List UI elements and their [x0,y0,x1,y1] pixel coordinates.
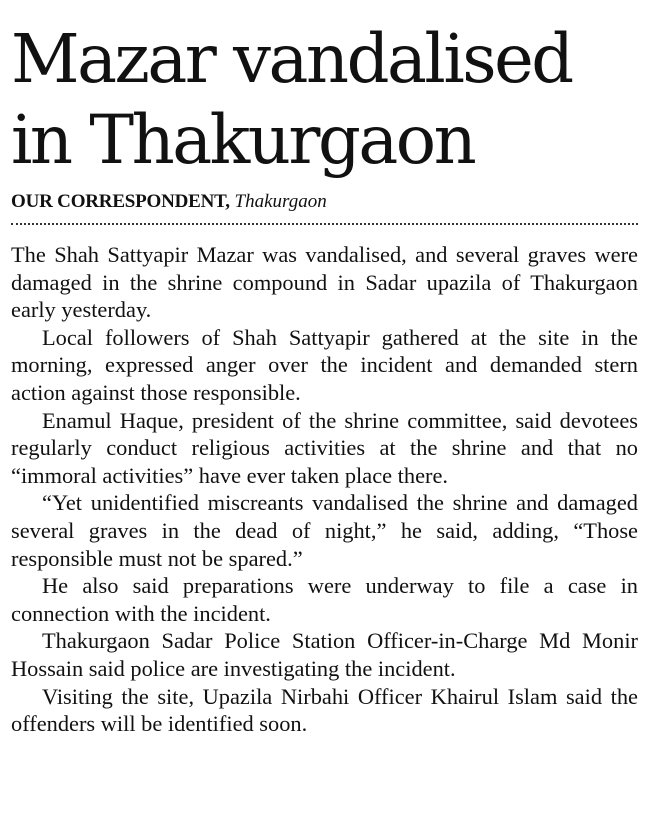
article-body [11,241,638,738]
headline-line-1: Mazar vandalised [11,20,572,98]
byline-location: Thakurgaon [234,191,327,212]
paragraph-1: The Shah Sattyapir Mazar was vandalised, and several graves were damaged in the shrine compound in Sadar upazila of Thakurgaon early yesterday. [11,242,638,323]
paragraph-7: Visiting the site, Upazila Nirbahi Officer Khairul Islam said the offenders will be identified soon. [11,683,638,737]
paragraph-2: Local followers of Shah Sattyapir gathered at the site in the morning, expressed anger over the incident and demanded stern action against those responsible. [11,324,638,405]
paragraph-5: He also said preparations were underway to file a case in connection with the incident. [11,573,638,626]
paragraph-4: “Yet unidentified miscreants vandalised the shrine and damaged several graves in the dead of night,” he said, adding, “Those responsible must not be spared.” [11,490,638,571]
news-article [11,0,638,738]
headline [11,19,638,181]
paragraph-3: Enamul Haque, president of the shrine committee, said devotees regularly conduct religious activities at the shrine and that no “immoral activities” have ever taken place there. [11,407,638,488]
byline [11,191,638,213]
dotted-divider [11,223,638,225]
headline-line-2: in Thakurgaon [11,101,475,179]
byline-author: OUR CORRESPONDENT, [11,191,230,212]
paragraph-6: Thakurgaon Sadar Police Station Officer-in-Charge Md Monir Hossain said police are investigating the incident. [11,628,638,681]
